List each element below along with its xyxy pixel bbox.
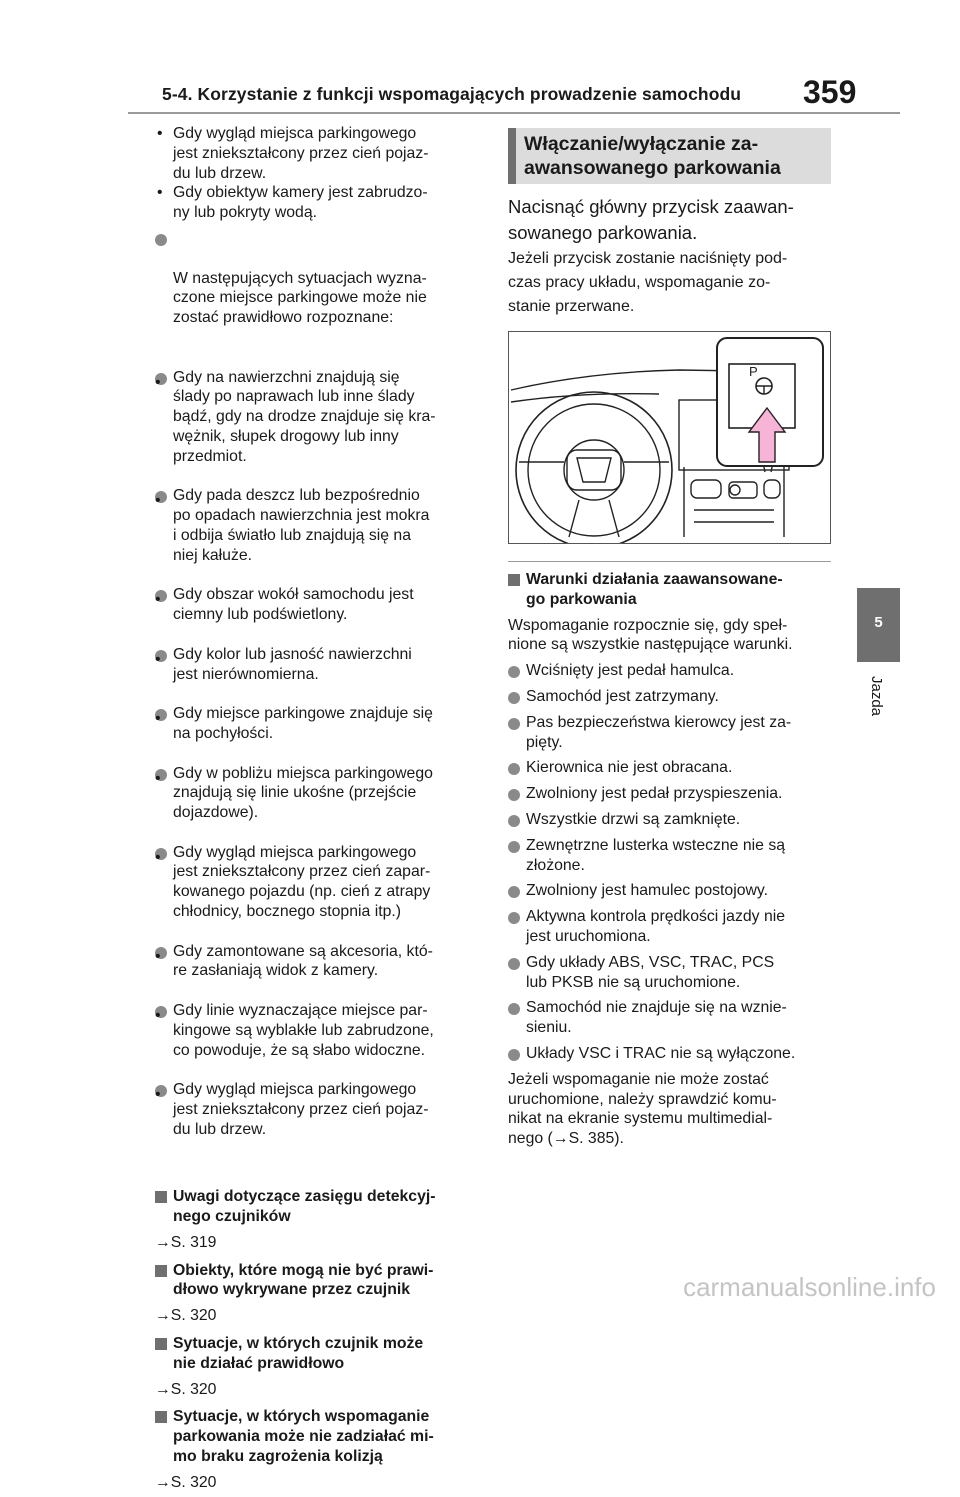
circle-bullet-icon bbox=[508, 789, 520, 801]
arrow-icon: → bbox=[155, 1380, 171, 1398]
dashboard-illustration bbox=[508, 331, 831, 544]
subheading-text: Warunki działania zaawansowane- go parkowania bbox=[526, 571, 783, 608]
button-label: P bbox=[749, 364, 758, 379]
circle-bullet-icon bbox=[508, 666, 520, 678]
bullet-marker: • bbox=[155, 590, 167, 602]
page-reference-text: S. 319 bbox=[170, 1233, 217, 1251]
subheading bbox=[155, 1187, 480, 1227]
subheading bbox=[155, 1261, 480, 1301]
condition-item bbox=[508, 713, 833, 753]
condition-item bbox=[508, 758, 833, 778]
chapter-tab bbox=[857, 588, 900, 662]
square-bullet-icon bbox=[155, 1191, 167, 1203]
left-column bbox=[155, 124, 480, 1497]
sub-bullet-item bbox=[155, 1001, 480, 1060]
section-heading-bar bbox=[508, 128, 516, 184]
page-reference[interactable] bbox=[155, 1473, 480, 1493]
dashboard-lower bbox=[511, 394, 659, 402]
bullet-marker: • bbox=[155, 947, 167, 959]
condition-text: Zwolniony jest hamulec postojowy. bbox=[526, 882, 769, 900]
bullet-text: Gdy na nawierzchni znajdują się ślady po naprawach lub inne ślady bądź, gdy na drodze znajduje się kra- wężnik, słupek drogowy lub inny przedmiot. bbox=[173, 368, 436, 465]
bullet-marker: • bbox=[155, 1085, 167, 1097]
section-divider bbox=[508, 561, 831, 562]
circle-bullet-icon bbox=[508, 718, 520, 730]
condition-text: Aktywna kontrola prędkości jazdy nie jest uruchomiona. bbox=[526, 908, 786, 945]
bullet-text: Gdy w pobliżu miejsca parkingowego znajdują się linie ukośne (przejście dojazdowe). bbox=[173, 764, 433, 822]
page-reference-text: S. 320 bbox=[170, 1307, 217, 1325]
circle-item-text: W następujących sytuacjach wyzna- czone miejsce parkingowe może nie zostać prawidłowo rozpoznane: bbox=[173, 269, 427, 327]
bullet-text: Gdy obiektyw kamery jest zabrudzo- ny lub pokryty wodą. bbox=[173, 184, 428, 222]
circle-item bbox=[155, 229, 480, 1179]
bullet-marker: • bbox=[157, 184, 163, 202]
chapter-label: Jazda bbox=[868, 676, 885, 717]
condition-item bbox=[508, 1044, 833, 1064]
bullet-marker: • bbox=[157, 125, 163, 142]
subheading-text: Sytuacje, w których wspomaganie parkowania może nie zadziałać mi- mo braku zagrożenia kolizją bbox=[173, 1408, 434, 1465]
condition-item bbox=[508, 661, 833, 681]
circle-bullet-icon bbox=[508, 886, 520, 898]
subheading-text: Obiekty, które mogą nie być prawi- dłowo wykrywane przez czujnik bbox=[173, 1261, 434, 1299]
condition-item bbox=[508, 998, 833, 1038]
sub-bullet-item bbox=[155, 486, 480, 565]
square-bullet-icon bbox=[155, 1338, 167, 1350]
section-heading-text: Włączanie/wyłączanie za- awansowanego parkowania bbox=[524, 133, 781, 179]
condition-text: Pas bezpieczeństwa kierowcy jest za- pięty. bbox=[526, 713, 792, 751]
condition-item bbox=[508, 687, 833, 707]
condition-item bbox=[508, 784, 833, 804]
conditions-intro: Wspomaganie rozpocznie się, gdy speł- nione są wszystkie następujące warunki. bbox=[508, 616, 793, 654]
bullet-text: Gdy wygląd miejsca parkingowego jest zniekształcony przez cień pojaz- du lub drzew. bbox=[173, 125, 429, 182]
condition-text: Wciśnięty jest pedał hamulca. bbox=[526, 662, 735, 680]
condition-text: Samochód jest zatrzymany. bbox=[526, 687, 719, 705]
sub-bullet-item bbox=[155, 942, 480, 982]
condition-item bbox=[508, 810, 833, 830]
header-rule bbox=[128, 112, 900, 114]
bullet-marker: • bbox=[155, 848, 167, 860]
instruction-note: Jeżeli przycisk zostanie naciśnięty pod- czas pracy układu, wspomaganie zo- stanie przerwane. bbox=[508, 250, 788, 315]
square-bullet-icon bbox=[508, 574, 520, 586]
subheading bbox=[155, 1334, 480, 1374]
chapter-number: 5 bbox=[874, 614, 883, 631]
condition-text: Układy VSC i TRAC nie są wyłączone. bbox=[526, 1044, 796, 1062]
subheading bbox=[155, 1407, 480, 1466]
circle-bullet-icon bbox=[508, 815, 520, 827]
circle-bullet-icon bbox=[508, 958, 520, 970]
bullet-text: Gdy pada deszcz lub bezpośrednio po opadach nawierzchnia jest mokra i odbija światło lub znajdują się na niej kałuże. bbox=[173, 487, 430, 564]
sub-bullet-item bbox=[155, 843, 480, 922]
right-column bbox=[508, 570, 833, 1149]
sub-bullet-item bbox=[155, 645, 480, 685]
bullet-item bbox=[155, 183, 480, 223]
steering-wheel-icon bbox=[516, 392, 672, 543]
square-bullet-icon bbox=[155, 1265, 167, 1277]
condition-text: Zwolniony jest pedał przyspieszenia. bbox=[526, 785, 783, 803]
bullet-marker: • bbox=[155, 491, 167, 503]
circle-bullet-icon bbox=[155, 234, 167, 246]
section-heading bbox=[508, 128, 831, 184]
bullet-text: Gdy obszar wokół samochodu jest ciemny lub podświetlony. bbox=[173, 586, 414, 624]
page-reference[interactable] bbox=[155, 1380, 480, 1400]
page-number: 359 bbox=[803, 74, 857, 110]
condition-text: Wszystkie drzwi są zamknięte. bbox=[526, 810, 741, 828]
condition-item bbox=[508, 881, 833, 901]
page-reference-text: S. 320 bbox=[170, 1473, 217, 1491]
subheading-text: Sytuacje, w których czujnik może nie działać prawidłowo bbox=[173, 1335, 424, 1372]
arrow-icon: → bbox=[155, 1307, 171, 1325]
watermark-text: carmanualsonline.info bbox=[683, 1272, 936, 1302]
bullet-text: Gdy zamontowane są akcesoria, któ- re zasłaniają widok z kamery. bbox=[173, 942, 433, 980]
bullet-text: Gdy wygląd miejsca parkingowego jest zniekształcony przez cień zapar- kowanego pojazdu (np. cień z atrapy chłodnicy, bocznego stopnia itp.) bbox=[173, 843, 431, 921]
bullet-text: Gdy wygląd miejsca parkingowego jest zniekształcony przez cień pojaz- du lub drzew. bbox=[173, 1081, 429, 1138]
circle-bullet-icon bbox=[508, 1003, 520, 1015]
instruction-text: Nacisnąć główny przycisk zaawan- sowanego parkowania. bbox=[508, 196, 794, 243]
circle-bullet-icon bbox=[508, 912, 520, 924]
bullet-marker: • bbox=[155, 769, 167, 781]
subheading-text: Uwagi dotyczące zasięgu detekcyj- nego czujników bbox=[173, 1188, 436, 1226]
sub-bullet-item bbox=[155, 368, 480, 467]
bullet-text: Gdy linie wyznaczające miejsce par- kingowe są wyblakłe lub zabrudzone, co powoduje, że są słabo widoczne. bbox=[173, 1002, 434, 1059]
dashboard-drawing bbox=[509, 332, 830, 543]
bullet-marker: • bbox=[155, 650, 167, 662]
circle-bullet-icon bbox=[508, 692, 520, 704]
sub-bullet-item bbox=[155, 1080, 480, 1139]
circle-bullet-icon bbox=[508, 763, 520, 775]
condition-text: Zewnętrzne lusterka wsteczne nie są złożone. bbox=[526, 836, 786, 874]
bullet-marker: • bbox=[155, 373, 167, 385]
bullet-marker: • bbox=[155, 1006, 167, 1018]
closing-note: Jeżeli wspomaganie nie może zostać uruchomione, należy sprawdzić komu- nikat na ekranie systemu multimedial- nego (→S. 385). bbox=[508, 1070, 777, 1148]
page-header-title: 5-4. Korzystanie z funkcji wspomagających prowadzenie samochodu bbox=[162, 84, 742, 104]
circle-bullet-icon bbox=[508, 1049, 520, 1061]
square-bullet-icon bbox=[155, 1411, 167, 1423]
page-reference-text: S. 320 bbox=[170, 1380, 217, 1398]
bullet-text: Gdy miejsce parkingowe znajduje się na pochyłości. bbox=[173, 705, 433, 742]
condition-item bbox=[508, 907, 833, 947]
bullet-marker: • bbox=[155, 709, 167, 721]
arrow-icon: → bbox=[155, 1233, 171, 1251]
bullet-item bbox=[155, 124, 480, 183]
sub-bullet-item bbox=[155, 764, 480, 823]
sub-bullet-item bbox=[155, 704, 480, 744]
bullet-text: Gdy kolor lub jasność nawierzchni jest nierównomierna. bbox=[173, 645, 412, 683]
condition-text: Samochód nie znajduje się na wznie- sieniu. bbox=[526, 999, 787, 1037]
arrow-icon: → bbox=[155, 1473, 171, 1491]
condition-item bbox=[508, 836, 833, 876]
condition-text: Kierownica nie jest obracana. bbox=[526, 759, 733, 777]
page-reference[interactable] bbox=[155, 1233, 480, 1253]
subheading bbox=[508, 570, 833, 610]
condition-item bbox=[508, 953, 833, 993]
condition-text: Gdy układy ABS, VSC, TRAC, PCS lub PKSB nie są uruchomione. bbox=[526, 953, 775, 991]
page-reference[interactable] bbox=[155, 1306, 480, 1326]
circle-bullet-icon bbox=[508, 841, 520, 853]
sub-bullet-item bbox=[155, 585, 480, 625]
